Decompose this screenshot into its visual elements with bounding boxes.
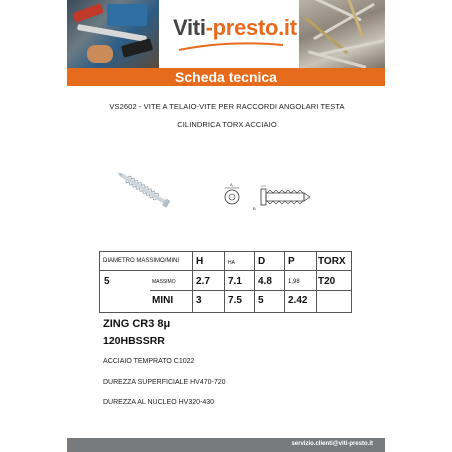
header-photo-tools [67,0,159,68]
footer-email-link[interactable]: servizio.clienti@viti-presto.it [291,441,373,447]
header-torx: TORX [318,256,346,267]
core-hardness-spec: DUREZZA AL NUCLEO HV320-430 [103,399,215,406]
header [67,0,385,68]
drawing-label-b: B [253,206,256,211]
header-h: H [196,256,204,267]
row2-p: 2.42 [288,295,308,306]
header-p: P [288,256,295,267]
datasheet-page [67,0,385,452]
footer-bar [67,438,385,452]
row1-p: 1,98 [288,279,300,285]
coating-spec: ZING CR3 8μ [103,318,171,330]
product-code: 120HBSSRR [103,335,165,347]
logo-main-text: Viti [173,15,206,40]
table-divider [284,252,285,312]
table-divider [150,290,351,291]
logo-swoosh-icon [177,42,285,52]
row2-ha: 7.5 [228,295,242,306]
row1-h: 2.7 [196,276,210,287]
product-title-line1: VS2602 - VITE A TELAIO-VITE PER RACCORDI ANGOLARI TESTA [109,102,345,111]
product-title [97,98,357,134]
screw-photo-icon [115,165,175,217]
section-banner: Scheda tecnica [67,68,385,86]
header-ha: HA [228,260,235,266]
row1-torx: T20 [318,276,336,287]
surface-hardness-spec: DUREZZA SUPERFICIALE HV470-720 [103,379,226,386]
row1-diameter: 5 [104,276,110,287]
table-divider [100,270,351,271]
brand-logo [173,15,297,41]
logo-accent-text: -presto.it [205,15,297,40]
row1-label: MASSIMO [152,279,176,285]
table-divider [316,252,317,312]
header-photo-screws [299,0,385,68]
dimensions-table [99,251,352,313]
drawing-label-a: A [230,182,233,187]
row1-d: 4.8 [258,276,272,287]
row2-d: 5 [258,295,264,306]
header-d: D [258,256,266,267]
screw-technical-drawing-icon [215,180,315,220]
row1-ha: 7.1 [228,276,242,287]
header-diameter: DIAMETRO MASSIMO/MINI [103,258,180,264]
table-divider [224,252,225,312]
product-title-line2: CILINDRICA TORX ACCIAIO [177,120,277,129]
row2-label: MINI [152,295,174,306]
steel-spec: ACCIAIO TEMPRATO C1022 [103,358,195,365]
row2-h: 3 [196,295,202,306]
table-divider [192,252,193,312]
table-divider [254,252,255,312]
